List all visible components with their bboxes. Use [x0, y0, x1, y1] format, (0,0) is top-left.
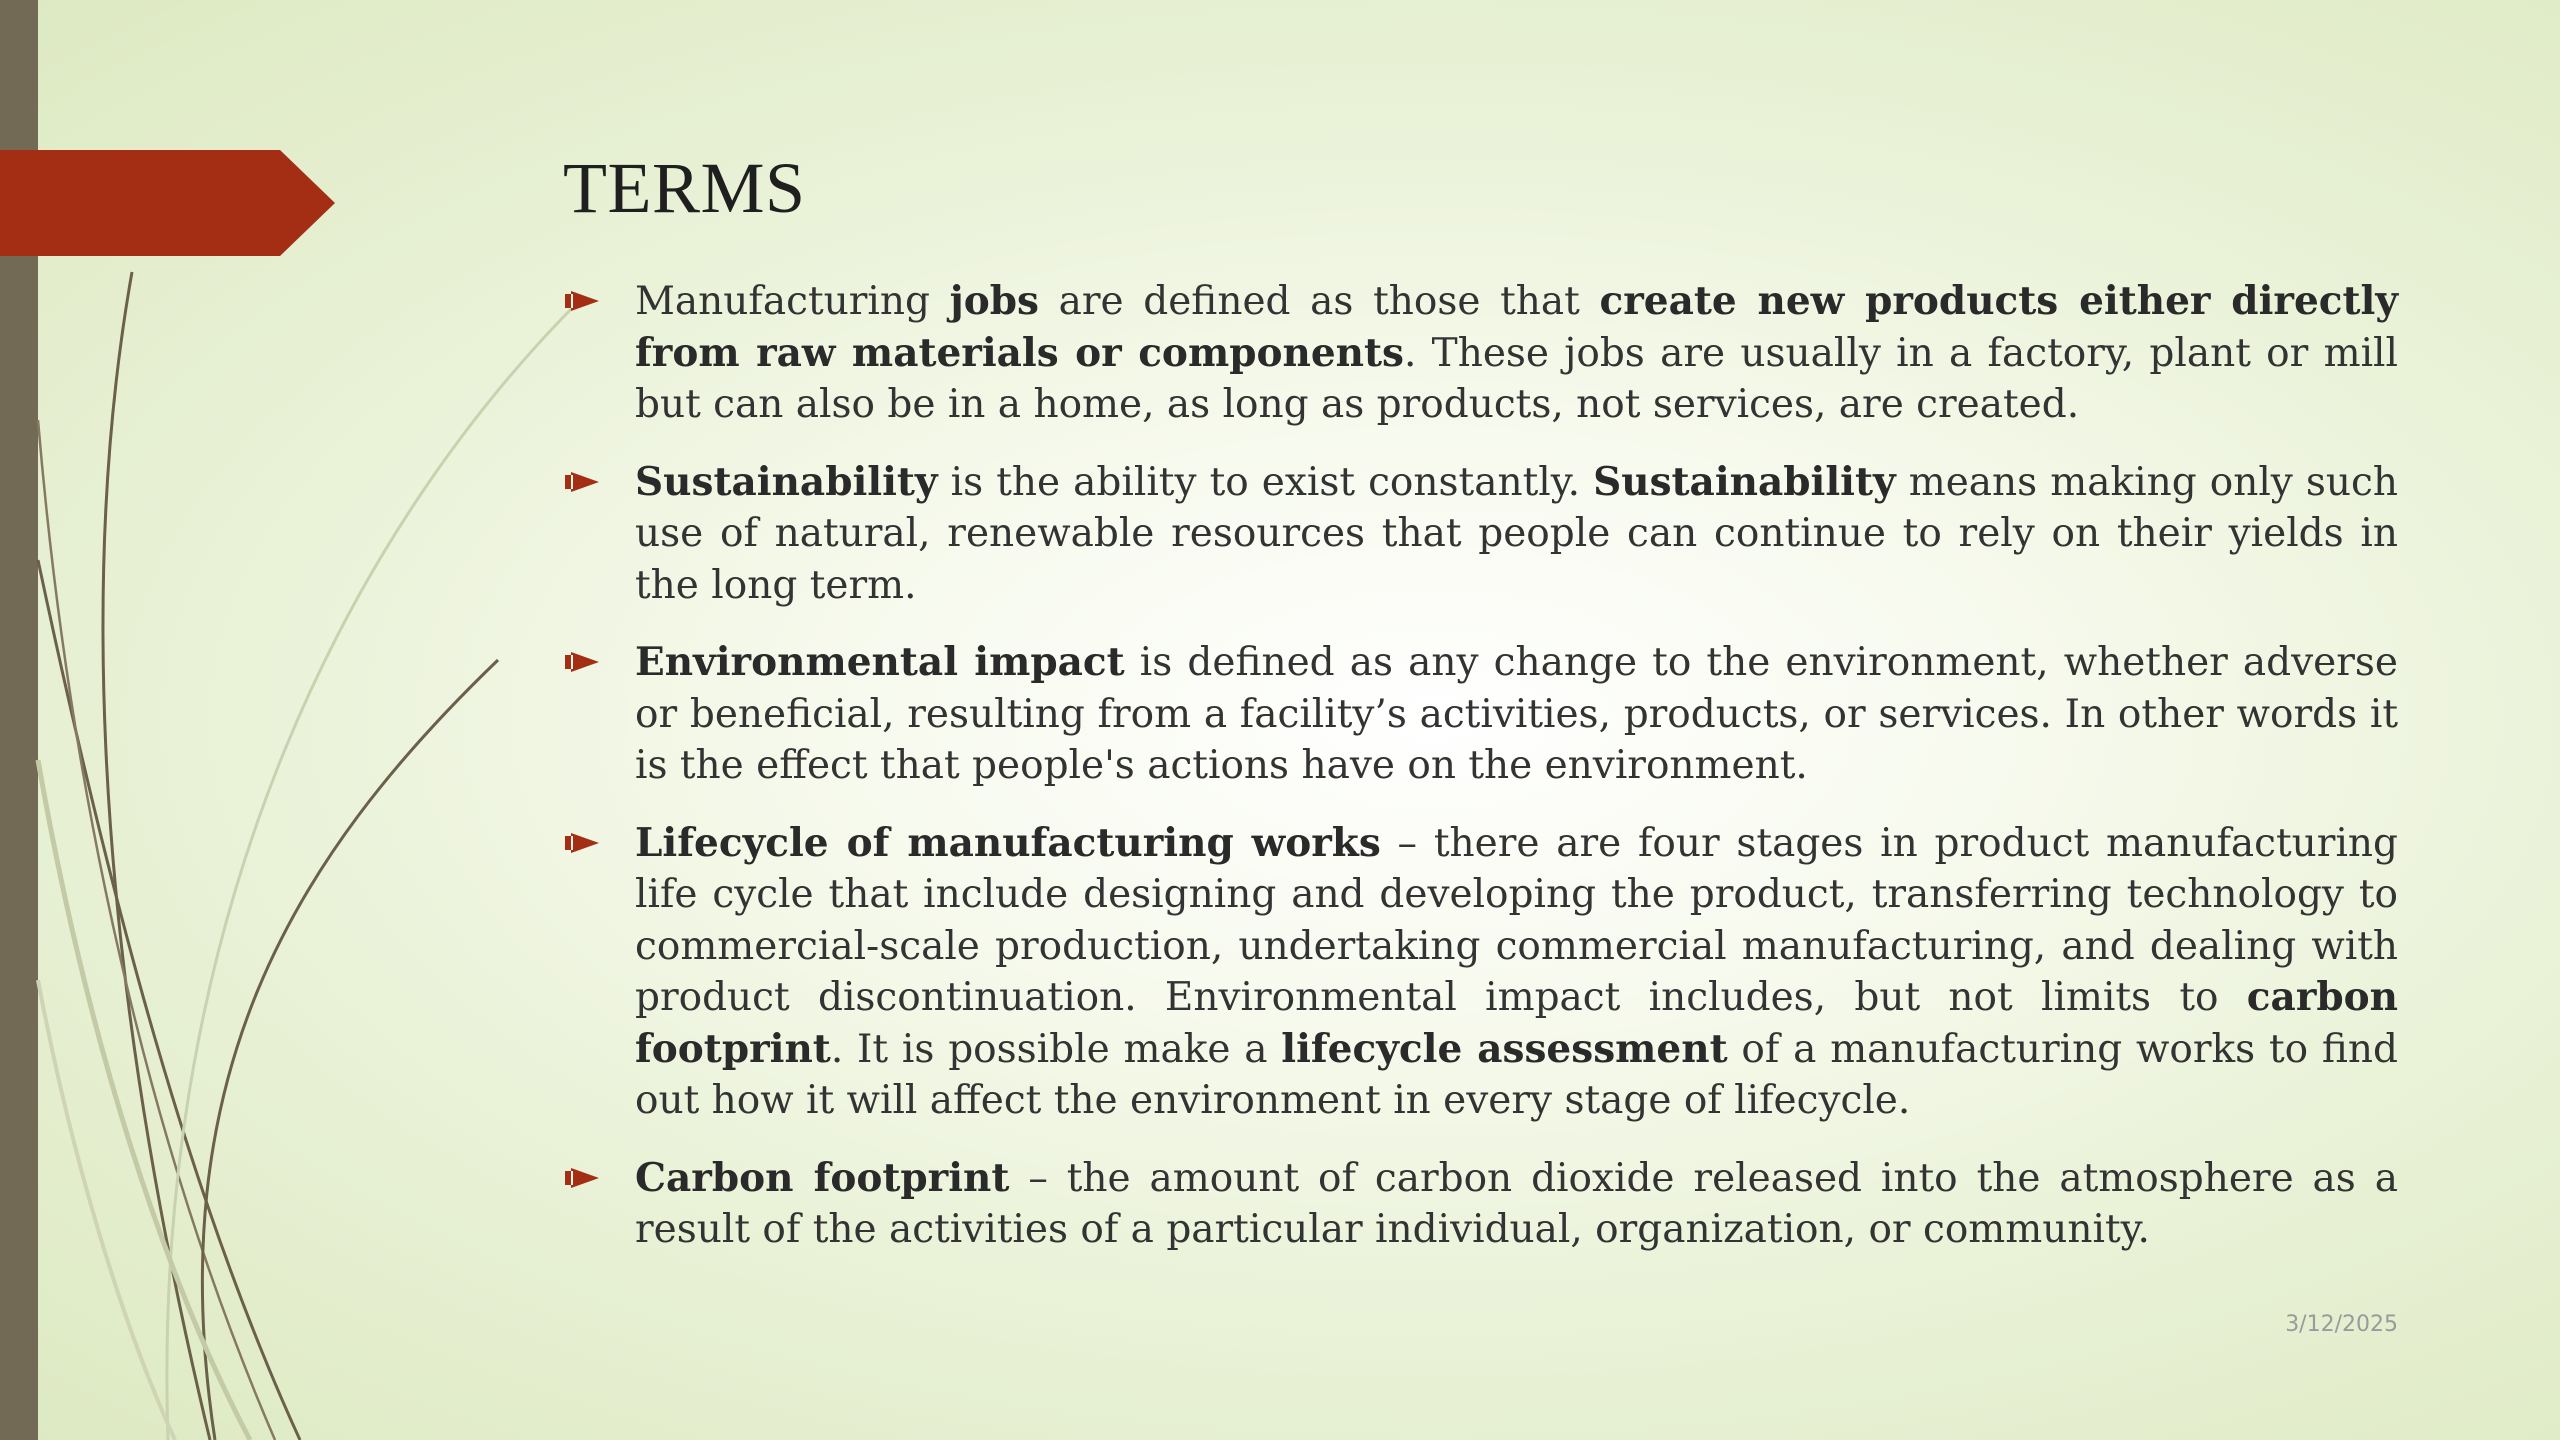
text-run: is defined as any change to the environment, whether adverse or beneficial, resulting from a facility’s activities, products, or services. In other words it is the effect that people's actions have on the environment. [635, 640, 2398, 788]
text-run: . These jobs are usually in a factory, plant or mill but can also be in a home, as long as products, not services, are created. [635, 330, 2398, 427]
bullet-text [635, 1156, 2398, 1253]
slide-title: TERMS [563, 148, 806, 228]
arrow-bullet-icon [565, 291, 599, 311]
bullet-text [635, 279, 2398, 427]
bold-term: Sustainability [635, 458, 938, 505]
text-run: . It is possible make a [830, 1026, 1282, 1072]
bullet-item [563, 457, 2398, 612]
text-run: is the ability to exist constantly. [937, 459, 1594, 505]
bullet-item [563, 276, 2398, 431]
text-run: Manufacturing [635, 279, 950, 324]
arrow-bullet-icon [565, 652, 599, 672]
bold-term: carbon footprint [635, 974, 2398, 1072]
bullet-item [563, 818, 2398, 1127]
text-run: means making only such use of natural, renewable resources that people can continue to rely on their yields in the long term. [635, 459, 2398, 608]
slide-date: 3/12/2025 [2285, 1312, 2398, 1337]
arrow-bullet-icon [565, 833, 599, 853]
bold-term: Lifecycle of manufacturing works [635, 819, 1381, 866]
title-ribbon [0, 150, 335, 256]
text-run: of a manufacturing works to find out how it will affect the environment in every stage of lifecycle. [635, 1026, 2398, 1123]
bold-term: create new products either directly from raw materials or components [635, 278, 2398, 376]
bold-term: Carbon footprint [635, 1154, 1010, 1201]
bold-term: lifecycle assessment [1281, 1025, 1728, 1072]
text-run: – there are four stages in product manufacturing life cycle that include designing and developing the product, transferring technology to commercial-scale production, undertaking commercial manufacturing, and dealing with product discontinuation. Environmental impact includes, but not limits to [635, 820, 2398, 1020]
bullet-item [563, 637, 2398, 792]
bullet-item [563, 1153, 2398, 1256]
bold-term: Environmental impact [635, 639, 1125, 685]
bullet-text [635, 640, 2398, 788]
bullet-text [635, 460, 2398, 608]
arrow-bullet-icon [565, 472, 599, 492]
bullet-list [563, 276, 2398, 1282]
arrow-bullet-icon [565, 1168, 599, 1188]
text-run: – the amount of carbon dioxide released into the atmosphere as a result of the activities of a particular individual, organization, or community. [635, 1155, 2398, 1252]
bold-term: jobs [949, 278, 1039, 324]
bold-term: Sustainability [1593, 458, 1896, 505]
text-run: are defined as those that [1038, 279, 1600, 324]
bullet-text [635, 821, 2398, 1124]
